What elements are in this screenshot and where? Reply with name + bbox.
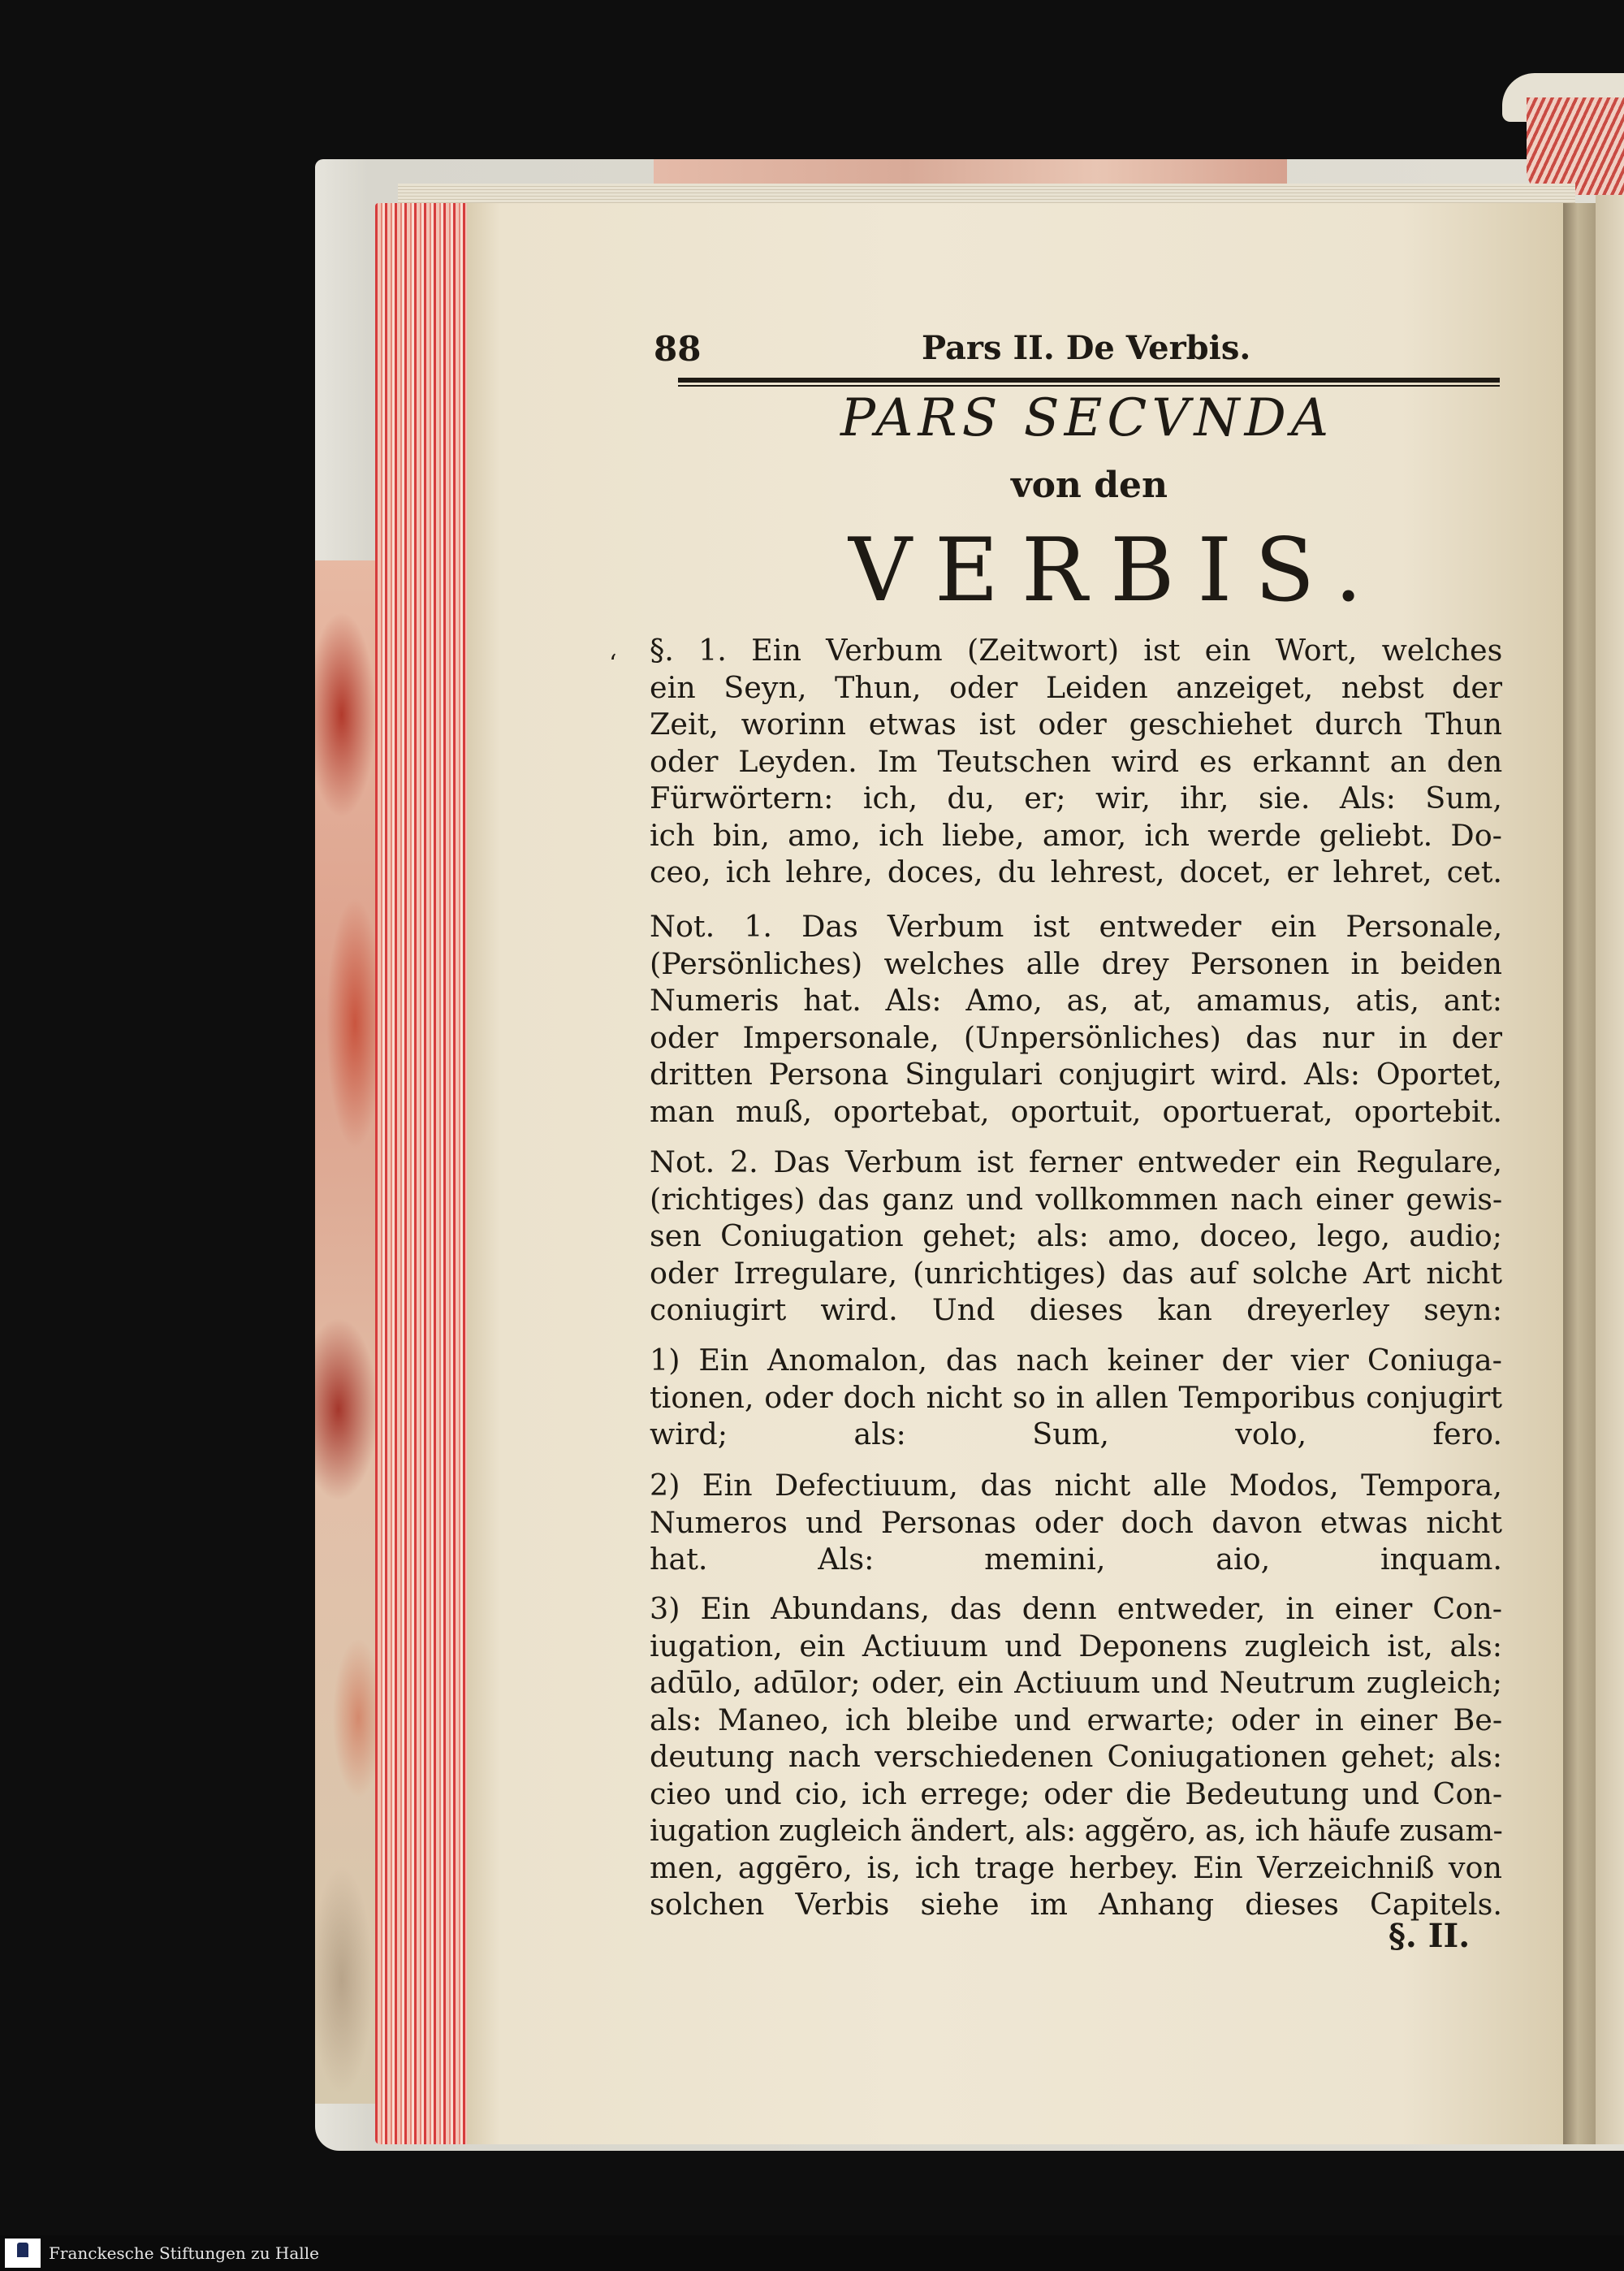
paragraph-item-3 [650,1590,1502,1923]
paragraph-section-1 [650,632,1502,891]
text-line: wird; als: Sum, volo, fero. [650,1417,1502,1451]
viewer-footer [0,2235,1624,2271]
text-line: iugation zugleich ändert, als: aggĕro, as, ich häufe zusam- [650,1813,1502,1848]
text-line: 1) Ein Anomalon, das nach keiner der vier Coniuga- [650,1343,1502,1378]
text-line: §. 1. Ein Verbum (Zeitwort) ist ein Wort, welches [650,633,1502,668]
text-line: adūlo, adūlor; oder, ein Actiuum und Neutrum zugleich; [650,1665,1502,1700]
facing-page [1596,195,1624,2144]
text-line: als: Maneo, ich bleibe und erwarte; oder in einer Be- [650,1702,1502,1737]
red-page-edges [375,203,471,2144]
paragraph-note-1 [650,908,1502,1130]
text-line: oder Impersonale, (Unpersönliches) das nur in der [650,1019,1502,1055]
margin-mark: ‘ [609,650,617,678]
text-line: Not. 2. Das Verbum ist ferner entweder ein Regulare, [650,1144,1502,1179]
text-line: man muß, oportebat, oportuit, oportuerat, oportebit. [650,1093,1502,1129]
text-line: (richtiges) das ganz und vollkommen nach einer gewis- [650,1181,1502,1217]
page-number: 88 [654,329,702,369]
text-line: 2) Ein Defectiuum, das nicht alle Modos, Tempora, [650,1468,1502,1503]
text-line: coniugirt wird. Und dieses kan dreyerley seyn: [650,1292,1502,1327]
library-logo-icon [5,2239,41,2268]
marbled-endpaper-left [315,560,382,2104]
text-line: hat. Als: memini, aio, inquam. [650,1542,1502,1577]
page-edge-right [1527,97,1624,195]
paragraph-item-1 [650,1342,1502,1453]
text-line: ein Seyn, Thun, oder Leiden anzeiget, nebst der [650,669,1502,705]
chapter-heading: VERBIS. [849,520,1385,621]
text-line: oder Leyden. Im Teutschen wird es erkannt an den [650,743,1502,779]
text-line: ceo, ich lehre, doces, du lehrest, docet, er lehret, cet. [650,854,1502,889]
text-line: dritten Persona Singulari conjugirt wird. Als: Oportet, [650,1057,1502,1092]
text-line: Numeris hat. Als: Amo, as, at, amamus, atis, ant: [650,983,1502,1018]
text-line: solchen Verbis siehe im Anhang dieses Capitels. [650,1887,1502,1922]
text-line: Not. 1. Das Verbum ist entweder ein Personale, [650,909,1502,944]
chapter-subtitle: von den [1011,465,1168,506]
catchword: §. II. [1389,1917,1471,1955]
text-line: Numeros und Personas oder doch davon etwas nicht [650,1504,1502,1540]
paragraph-note-2 [650,1144,1502,1329]
paragraph-item-2 [650,1467,1502,1578]
text-line: cieo und cio, ich errege; oder die Bedeutung und Con- [650,1776,1502,1811]
text-line: (Persönliches) welches alle drey Personen in beiden [650,945,1502,981]
book-gutter [1563,203,1600,2144]
text-line: iugation, ein Actiuum und Deponens zugleich ist, als: [650,1628,1502,1663]
text-line: men, aggēro, is, ich trage herbey. Ein Verzeichniß von [650,1849,1502,1885]
header-rule-thin [678,385,1500,387]
running-head: Pars II. De Verbis. [922,329,1251,367]
text-line: oder Irregulare, (unrichtiges) das auf solche Art nicht [650,1255,1502,1291]
text-line: 3) Ein Abundans, das denn entweder, in einer Con- [650,1591,1502,1626]
library-name: Franckesche Stiftungen zu Halle [49,2243,319,2263]
text-line: Fürwörtern: ich, du, er; wir, ihr, sie. Als: Sum, [650,781,1502,815]
text-line: Zeit, worinn etwas ist oder geschiehet durch Thun [650,707,1502,742]
text-line: deutung nach verschiedenen Coniugationen gehet; als: [650,1739,1502,1774]
header-rule [678,378,1500,383]
text-line: tionen, oder doch nicht so in allen Temporibus conjugirt [650,1379,1502,1415]
chapter-title: PARS SECVNDA [840,388,1334,448]
text-line: ich bin, amo, ich liebe, amor, ich werde geliebt. Do- [650,817,1502,853]
text-line: sen Coniugation gehet; als: amo, doceo, lego, audio; [650,1218,1502,1253]
